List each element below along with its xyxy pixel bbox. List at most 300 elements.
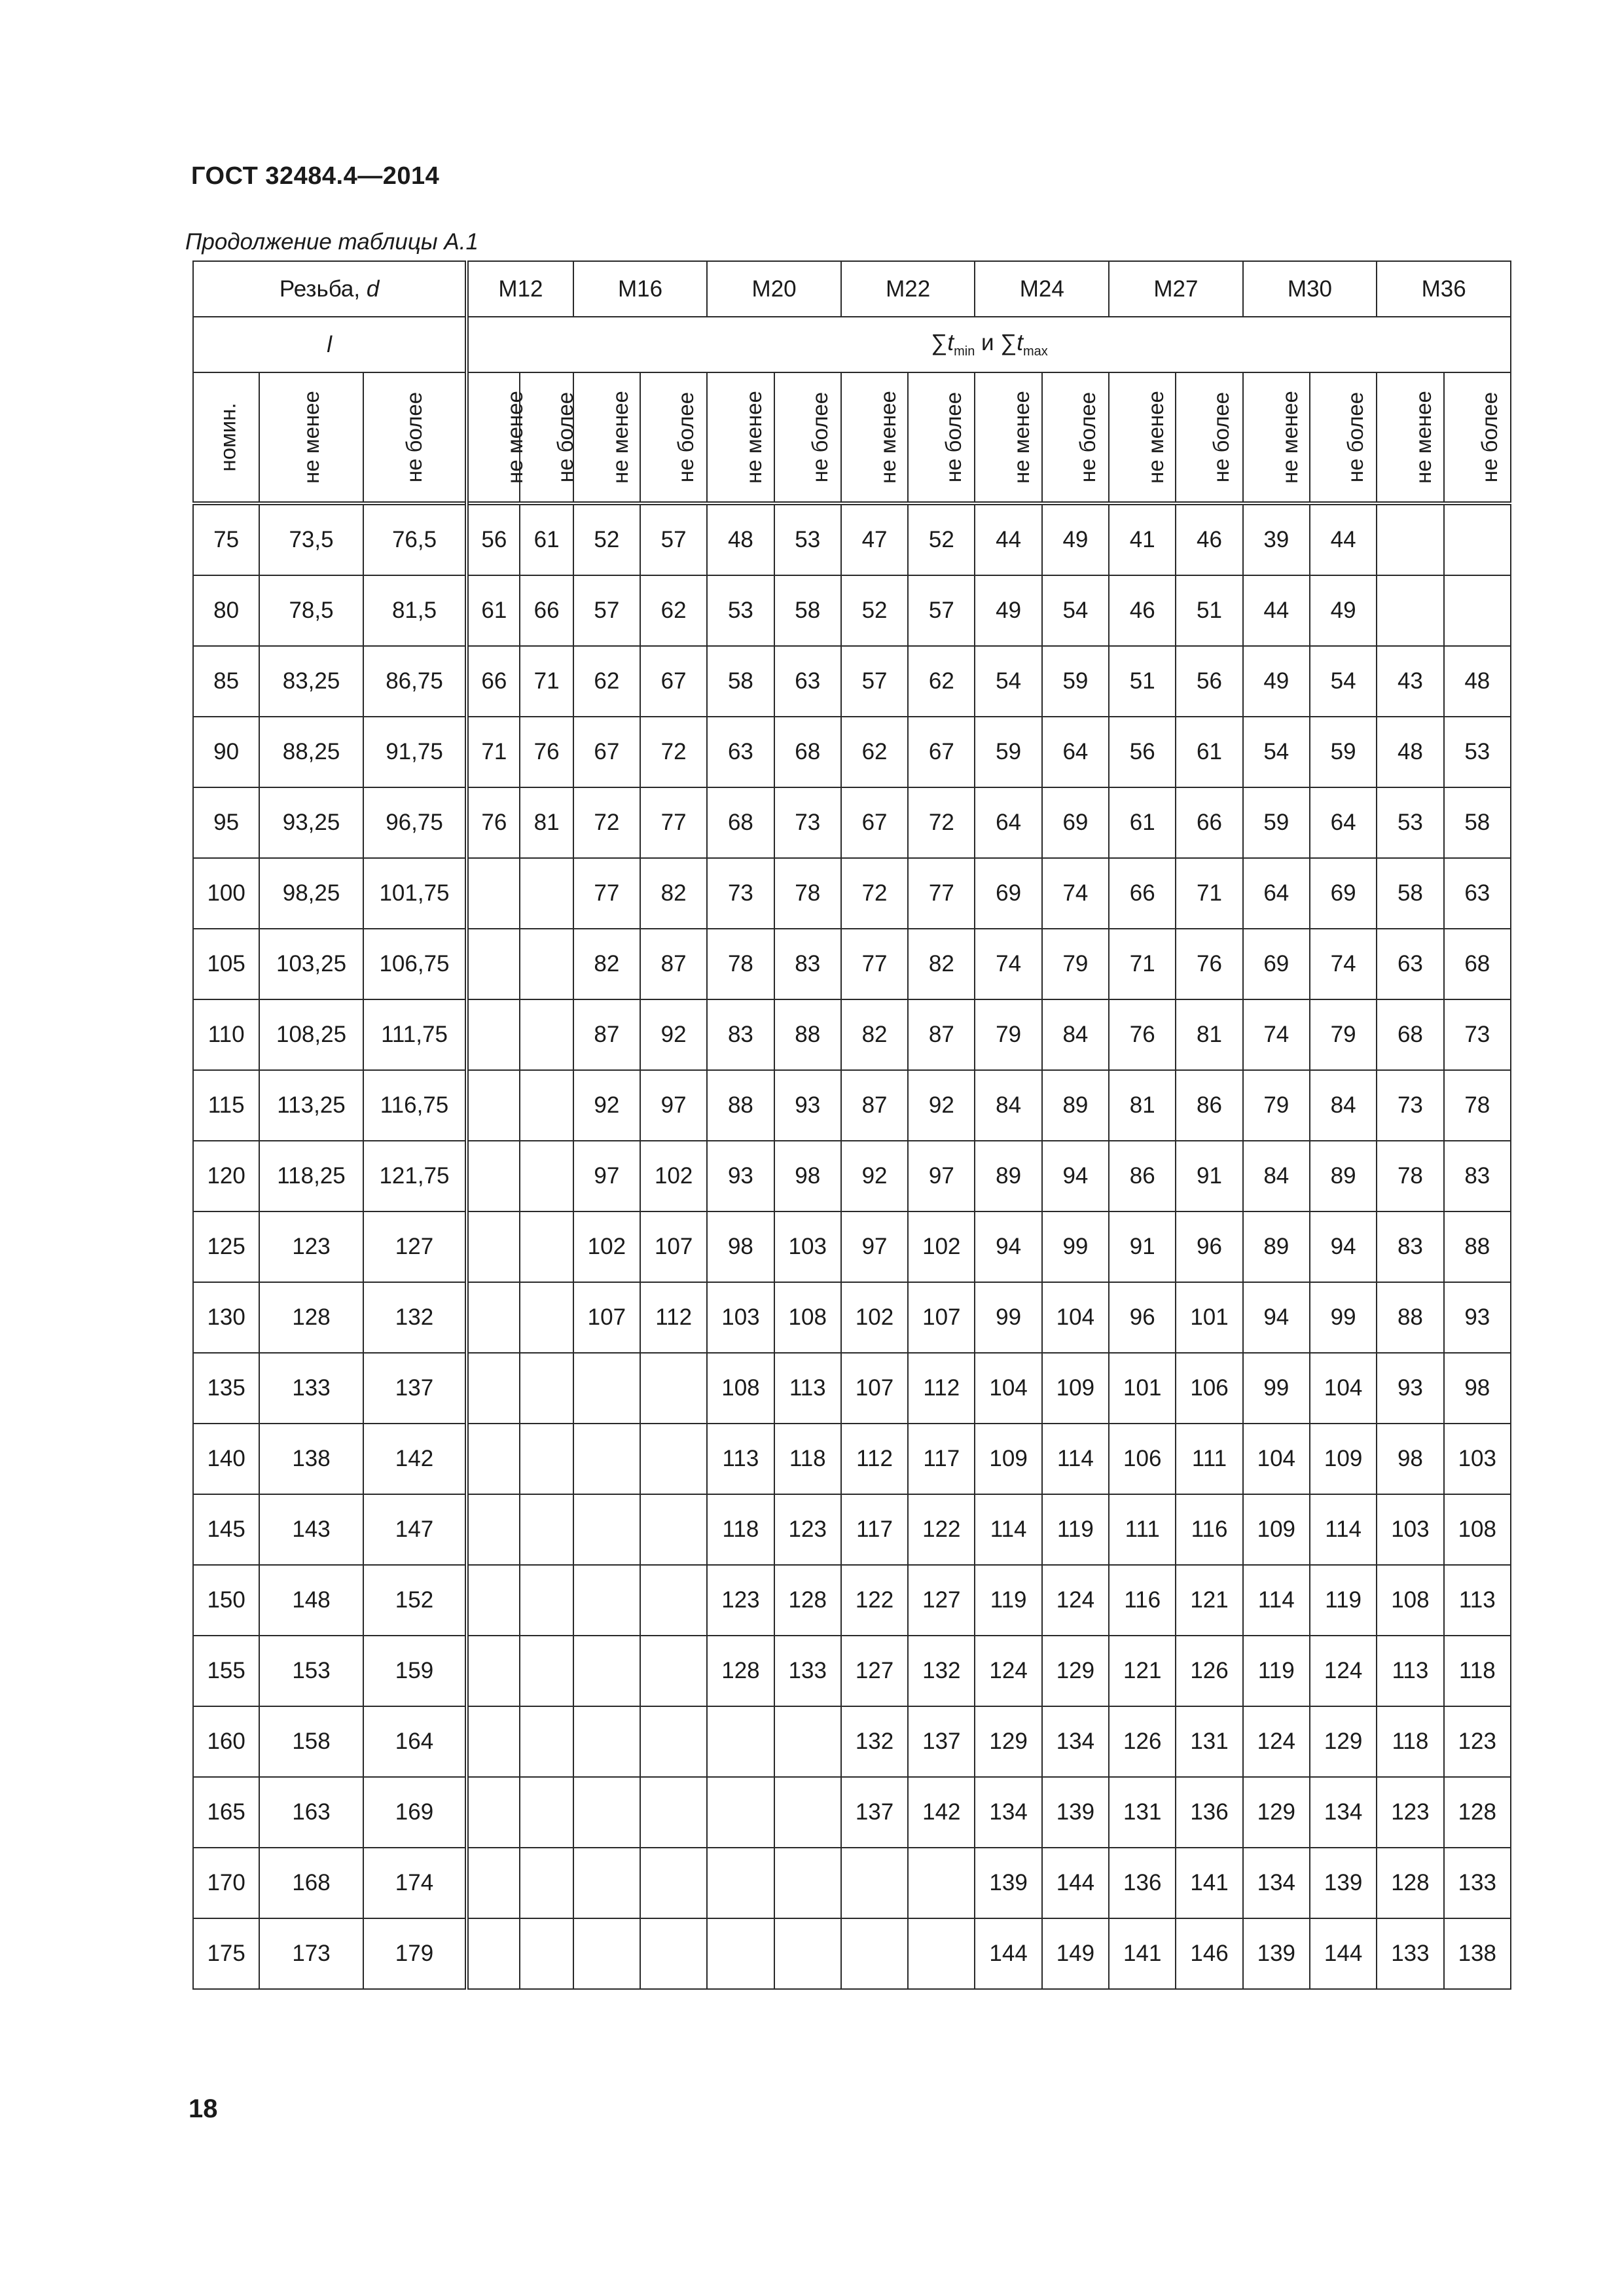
table-cell: 66 <box>467 646 520 717</box>
sum-min-header-m12 <box>467 372 528 503</box>
table-cell: 108 <box>1377 1565 1443 1636</box>
table-cell: 165 <box>193 1777 259 1848</box>
table-cell: 113 <box>1444 1565 1511 1636</box>
table-cell <box>467 1636 520 1706</box>
table-cell: 99 <box>1243 1353 1310 1424</box>
table-cell <box>707 1706 774 1777</box>
table-cell: 118 <box>1377 1706 1443 1777</box>
table-cell <box>640 1424 707 1494</box>
table-cell <box>573 1494 640 1565</box>
table-cell: 48 <box>707 503 774 575</box>
table-cell: 93 <box>707 1141 774 1211</box>
l-min-header-text: не менее <box>298 391 323 484</box>
table-row <box>193 999 1511 1070</box>
table-cell: 117 <box>841 1494 908 1565</box>
table-cell <box>707 1777 774 1848</box>
table-cell <box>640 1706 707 1777</box>
table-cell <box>520 1848 573 1918</box>
table-cell: 124 <box>1042 1565 1109 1636</box>
table-cell: 144 <box>975 1918 1041 1989</box>
table-cell <box>520 1918 573 1989</box>
sum-min-header-m16 <box>573 372 640 503</box>
table-cell <box>520 1565 573 1636</box>
table-cell: 84 <box>1310 1070 1377 1141</box>
table-cell: 104 <box>1310 1353 1377 1424</box>
table-cell: 134 <box>975 1777 1041 1848</box>
table-cell: 52 <box>573 503 640 575</box>
table-cell: 51 <box>1176 575 1242 646</box>
table-cell: 88 <box>1444 1211 1511 1282</box>
table-row <box>193 1777 1511 1848</box>
table-cell: 77 <box>640 787 707 858</box>
thread-m16-header: M16 <box>573 261 708 317</box>
table-cell: 94 <box>1243 1282 1310 1353</box>
table-cell: 91,75 <box>363 717 467 787</box>
table-cell: 89 <box>1310 1141 1377 1211</box>
table-cell <box>520 999 573 1070</box>
table-cell: 103 <box>707 1282 774 1353</box>
table-cell: 150 <box>193 1565 259 1636</box>
table-cell <box>841 1918 908 1989</box>
table-cell <box>467 1777 520 1848</box>
table-cell: 175 <box>193 1918 259 1989</box>
table-cell: 92 <box>908 1070 975 1141</box>
table-cell: 79 <box>1042 929 1109 999</box>
sum-min-header-m22 <box>841 372 908 503</box>
table-row <box>193 929 1511 999</box>
thread-m22-header: M22 <box>841 261 975 317</box>
table-cell: 90 <box>193 717 259 787</box>
table-cell: 133 <box>1377 1918 1443 1989</box>
table-cell: 142 <box>363 1424 467 1494</box>
table-cell <box>707 1848 774 1918</box>
table-cell: 158 <box>259 1706 363 1777</box>
thread-m36-header: M36 <box>1377 261 1511 317</box>
page-number: 18 <box>189 2094 218 2123</box>
table-cell: 78,5 <box>259 575 363 646</box>
table-cell: 140 <box>193 1424 259 1494</box>
table-cell: 79 <box>1310 999 1377 1070</box>
table-cell: 73,5 <box>259 503 363 575</box>
table-cell: 114 <box>975 1494 1041 1565</box>
table-cell: 109 <box>1243 1494 1310 1565</box>
table-cell: 41 <box>1109 503 1176 575</box>
table-cell: 153 <box>259 1636 363 1706</box>
table-cell <box>640 1918 707 1989</box>
table-cell: 98 <box>707 1211 774 1282</box>
table-cell: 93 <box>774 1070 841 1141</box>
table-cell: 58 <box>707 646 774 717</box>
table-cell: 49 <box>975 575 1041 646</box>
table-cell: 97 <box>841 1211 908 1282</box>
table-cell <box>520 1494 573 1565</box>
table-cell: 113 <box>1377 1636 1443 1706</box>
table-cell: 108 <box>707 1353 774 1424</box>
table-cell: 133 <box>774 1636 841 1706</box>
table-cell: 63 <box>707 717 774 787</box>
table-cell: 142 <box>908 1777 975 1848</box>
table-row <box>193 503 1511 575</box>
table-cell: 82 <box>573 929 640 999</box>
table-cell: 112 <box>908 1353 975 1424</box>
sum-max-header-m27 <box>1176 372 1242 503</box>
table-cell: 101 <box>1176 1282 1242 1353</box>
table-cell: 99 <box>1042 1211 1109 1282</box>
table-cell: 72 <box>841 858 908 929</box>
table-cell <box>640 1565 707 1636</box>
table-cell: 121 <box>1176 1565 1242 1636</box>
table-cell: 88 <box>1377 1282 1443 1353</box>
table-cell: 67 <box>640 646 707 717</box>
table-cell: 128 <box>259 1282 363 1353</box>
sum-min-header-m12-text: не менее <box>503 391 528 484</box>
l-nominal-header-text: номин. <box>215 403 240 472</box>
table-cell: 67 <box>573 717 640 787</box>
thread-length-table <box>192 260 1511 1990</box>
table-cell <box>573 1565 640 1636</box>
table-cell: 115 <box>193 1070 259 1141</box>
sum-max-header-m12 <box>520 372 578 503</box>
table-cell <box>520 1282 573 1353</box>
table-cell: 102 <box>908 1211 975 1282</box>
table-cell: 129 <box>1243 1777 1310 1848</box>
table-cell <box>467 1141 520 1211</box>
table-caption: Продолжение таблицы А.1 <box>185 229 478 255</box>
sum-min-header-m36 <box>1377 372 1443 503</box>
table-cell: 97 <box>640 1070 707 1141</box>
table-cell: 98,25 <box>259 858 363 929</box>
table-cell: 105 <box>193 929 259 999</box>
table-cell: 48 <box>1444 646 1511 717</box>
sum-max-header-m24-text: не более <box>1075 391 1100 483</box>
table-cell: 54 <box>1310 646 1377 717</box>
table-cell: 128 <box>1444 1777 1511 1848</box>
table-cell: 135 <box>193 1353 259 1424</box>
table-cell: 116 <box>1176 1494 1242 1565</box>
table-cell: 51 <box>1109 646 1176 717</box>
table-cell: 76 <box>1109 999 1176 1070</box>
table-cell: 159 <box>363 1636 467 1706</box>
table-cell: 86 <box>1176 1070 1242 1141</box>
table-cell: 168 <box>259 1848 363 1918</box>
table-cell: 136 <box>1176 1777 1242 1848</box>
table-cell: 78 <box>1377 1141 1443 1211</box>
table-cell: 69 <box>1310 858 1377 929</box>
table-cell: 87 <box>640 929 707 999</box>
table-cell: 127 <box>908 1565 975 1636</box>
table-cell: 77 <box>908 858 975 929</box>
table-cell: 130 <box>193 1282 259 1353</box>
table-cell: 143 <box>259 1494 363 1565</box>
table-cell: 147 <box>363 1494 467 1565</box>
table-row <box>193 1848 1511 1918</box>
table-cell: 64 <box>1243 858 1310 929</box>
table-cell <box>520 1777 573 1848</box>
table-cell: 78 <box>774 858 841 929</box>
table-cell: 179 <box>363 1918 467 1989</box>
table-cell: 87 <box>841 1070 908 1141</box>
table-cell: 163 <box>259 1777 363 1848</box>
table-cell: 108 <box>774 1282 841 1353</box>
header-row-l <box>193 317 1511 372</box>
table-cell: 118,25 <box>259 1141 363 1211</box>
table-cell: 86,75 <box>363 646 467 717</box>
table-cell <box>520 929 573 999</box>
table-cell: 131 <box>1109 1777 1176 1848</box>
table-cell: 66 <box>520 575 573 646</box>
table-cell: 109 <box>1310 1424 1377 1494</box>
table-cell: 126 <box>1109 1706 1176 1777</box>
table-cell: 53 <box>1444 717 1511 787</box>
thread-m24-header: M24 <box>975 261 1109 317</box>
table-cell <box>908 1848 975 1918</box>
table-cell: 123 <box>1444 1706 1511 1777</box>
table-cell: 76 <box>467 787 520 858</box>
table-cell: 97 <box>908 1141 975 1211</box>
table-cell: 120 <box>193 1141 259 1211</box>
table-row <box>193 787 1511 858</box>
table-cell <box>774 1777 841 1848</box>
table-cell <box>573 1777 640 1848</box>
table-cell: 82 <box>841 999 908 1070</box>
table-cell: 155 <box>193 1636 259 1706</box>
table-cell: 76 <box>1176 929 1242 999</box>
table-cell <box>467 1494 520 1565</box>
table-cell: 102 <box>640 1141 707 1211</box>
table-cell: 123 <box>1377 1777 1443 1848</box>
table-cell: 92 <box>640 999 707 1070</box>
table-cell: 52 <box>908 503 975 575</box>
table-cell <box>707 1918 774 1989</box>
table-cell <box>467 929 520 999</box>
table-cell <box>1444 503 1511 575</box>
l-nominal-header <box>193 372 259 503</box>
sum-max-header-m20-text: не более <box>807 391 832 483</box>
table-cell: 138 <box>1444 1918 1511 1989</box>
table-cell: 39 <box>1243 503 1310 575</box>
table-cell <box>520 1706 573 1777</box>
table-cell: 137 <box>363 1353 467 1424</box>
table-cell: 76 <box>520 717 573 787</box>
table-cell: 131 <box>1176 1706 1242 1777</box>
table-cell: 83,25 <box>259 646 363 717</box>
sum-min-header-m24-text: не менее <box>1009 391 1034 484</box>
table-cell: 59 <box>1310 717 1377 787</box>
table-cell: 119 <box>1243 1636 1310 1706</box>
table-cell: 94 <box>975 1211 1041 1282</box>
table-cell: 63 <box>1377 929 1443 999</box>
table-cell: 129 <box>1310 1706 1377 1777</box>
sum-min-header-m36-text: не менее <box>1411 391 1436 484</box>
table-cell <box>520 1424 573 1494</box>
table-cell: 95 <box>193 787 259 858</box>
table-cell: 77 <box>573 858 640 929</box>
table-cell: 81 <box>1176 999 1242 1070</box>
table-cell <box>467 999 520 1070</box>
table-cell <box>640 1494 707 1565</box>
table-row <box>193 575 1511 646</box>
table-cell: 59 <box>1042 646 1109 717</box>
table-cell: 164 <box>363 1706 467 1777</box>
table-cell: 58 <box>774 575 841 646</box>
table-cell: 78 <box>707 929 774 999</box>
table-cell: 57 <box>908 575 975 646</box>
table-cell <box>908 1918 975 1989</box>
table-cell <box>1444 575 1511 646</box>
table-cell: 111 <box>1109 1494 1176 1565</box>
table-cell: 119 <box>975 1565 1041 1636</box>
table-cell: 113,25 <box>259 1070 363 1141</box>
sum-min-header-m16-text: не менее <box>607 391 632 484</box>
table-cell <box>640 1353 707 1424</box>
l-header: l <box>193 317 467 372</box>
table-cell: 80 <box>193 575 259 646</box>
table-row <box>193 1636 1511 1706</box>
table-cell: 66 <box>1109 858 1176 929</box>
table-cell: 49 <box>1042 503 1109 575</box>
table-cell: 68 <box>707 787 774 858</box>
table-cell: 49 <box>1310 575 1377 646</box>
table-cell: 174 <box>363 1848 467 1918</box>
table-row <box>193 1494 1511 1565</box>
table-cell: 83 <box>1444 1141 1511 1211</box>
sum-max-header-m20 <box>774 372 841 503</box>
sum-max-header-m16-text: не более <box>674 391 698 483</box>
table-cell: 61 <box>520 503 573 575</box>
header-row-threads <box>193 261 1511 317</box>
table-cell: 119 <box>1042 1494 1109 1565</box>
table-cell: 107 <box>640 1211 707 1282</box>
table-cell: 44 <box>1243 575 1310 646</box>
table-cell: 44 <box>975 503 1041 575</box>
table-cell <box>467 1565 520 1636</box>
table-cell: 136 <box>1109 1848 1176 1918</box>
table-cell: 102 <box>573 1211 640 1282</box>
table-cell: 61 <box>1176 717 1242 787</box>
header-row-limits <box>193 372 1511 503</box>
sum-max-header-m36-text: не более <box>1477 391 1502 483</box>
table-cell: 91 <box>1109 1211 1176 1282</box>
table-cell: 117 <box>908 1424 975 1494</box>
table-cell: 139 <box>1042 1777 1109 1848</box>
table-cell: 87 <box>573 999 640 1070</box>
table-cell: 87 <box>908 999 975 1070</box>
table-cell: 73 <box>707 858 774 929</box>
table-cell: 137 <box>841 1777 908 1848</box>
sum-min-header-m27 <box>1109 372 1176 503</box>
table-cell: 134 <box>1042 1706 1109 1777</box>
table-cell: 124 <box>1243 1706 1310 1777</box>
table-cell: 98 <box>1444 1353 1511 1424</box>
table-cell: 72 <box>573 787 640 858</box>
table-row <box>193 1565 1511 1636</box>
table-cell: 85 <box>193 646 259 717</box>
table-cell: 54 <box>975 646 1041 717</box>
table-cell: 107 <box>573 1282 640 1353</box>
table-cell: 56 <box>1109 717 1176 787</box>
table-cell: 61 <box>467 575 520 646</box>
table-cell <box>520 1141 573 1211</box>
table-cell: 91 <box>1176 1141 1242 1211</box>
table-cell: 118 <box>774 1424 841 1494</box>
table-row <box>193 1706 1511 1777</box>
table-cell: 107 <box>841 1353 908 1424</box>
table-cell: 92 <box>573 1070 640 1141</box>
table-cell: 145 <box>193 1494 259 1565</box>
table-cell: 63 <box>774 646 841 717</box>
thread-header: Резьба, d <box>193 261 467 317</box>
table-cell <box>467 1353 520 1424</box>
table-cell: 74 <box>1310 929 1377 999</box>
table-cell: 74 <box>975 929 1041 999</box>
table-cell: 111,75 <box>363 999 467 1070</box>
sum-t-header: $\sum t_{min}$ и $\sum t_{max}$ <box>467 317 1511 372</box>
table-cell <box>640 1636 707 1706</box>
table-cell: 84 <box>975 1070 1041 1141</box>
table-cell: 56 <box>1176 646 1242 717</box>
table-cell <box>640 1777 707 1848</box>
table-cell: 71 <box>1109 929 1176 999</box>
table-cell: 68 <box>1444 929 1511 999</box>
table-cell: 121 <box>1109 1636 1176 1706</box>
table-cell: 67 <box>841 787 908 858</box>
table-cell: 112 <box>841 1424 908 1494</box>
table-cell: 73 <box>1377 1070 1443 1141</box>
table-cell: 67 <box>908 717 975 787</box>
table-cell: 104 <box>1042 1282 1109 1353</box>
table-cell: 106 <box>1109 1424 1176 1494</box>
table-cell: 118 <box>707 1494 774 1565</box>
table-cell: 100 <box>193 858 259 929</box>
table-cell: 146 <box>1176 1918 1242 1989</box>
table-cell: 93,25 <box>259 787 363 858</box>
table-cell: 94 <box>1042 1141 1109 1211</box>
table-cell: 54 <box>1243 717 1310 787</box>
table-cell: 66 <box>1176 787 1242 858</box>
table-cell: 132 <box>908 1636 975 1706</box>
table-cell: 133 <box>1444 1848 1511 1918</box>
table-cell: 133 <box>259 1353 363 1424</box>
table-cell: 169 <box>363 1777 467 1848</box>
table-cell: 123 <box>774 1494 841 1565</box>
table-cell: 84 <box>1042 999 1109 1070</box>
table-cell <box>467 1282 520 1353</box>
table-cell: 124 <box>975 1636 1041 1706</box>
table-cell: 75 <box>193 503 259 575</box>
table-cell: 81 <box>520 787 573 858</box>
table-cell: 44 <box>1310 503 1377 575</box>
table-cell: 58 <box>1444 787 1511 858</box>
table-cell: 79 <box>975 999 1041 1070</box>
table-cell: 109 <box>1042 1353 1109 1424</box>
table-cell <box>467 858 520 929</box>
table-cell <box>1377 503 1443 575</box>
table-cell: 79 <box>1243 1070 1310 1141</box>
table-cell: 69 <box>1042 787 1109 858</box>
table-cell <box>573 1918 640 1989</box>
table-cell: 113 <box>707 1424 774 1494</box>
sum-max-header-m22-text: не более <box>941 391 966 483</box>
table-cell: 46 <box>1109 575 1176 646</box>
table-cell: 152 <box>363 1565 467 1636</box>
sum-max-header-m30-text: не более <box>1343 391 1368 483</box>
table-cell: 122 <box>841 1565 908 1636</box>
table-cell: 74 <box>1042 858 1109 929</box>
thread-m27-header: M27 <box>1109 261 1243 317</box>
table-cell: 139 <box>975 1848 1041 1918</box>
table-row <box>193 1141 1511 1211</box>
table-cell: 102 <box>841 1282 908 1353</box>
